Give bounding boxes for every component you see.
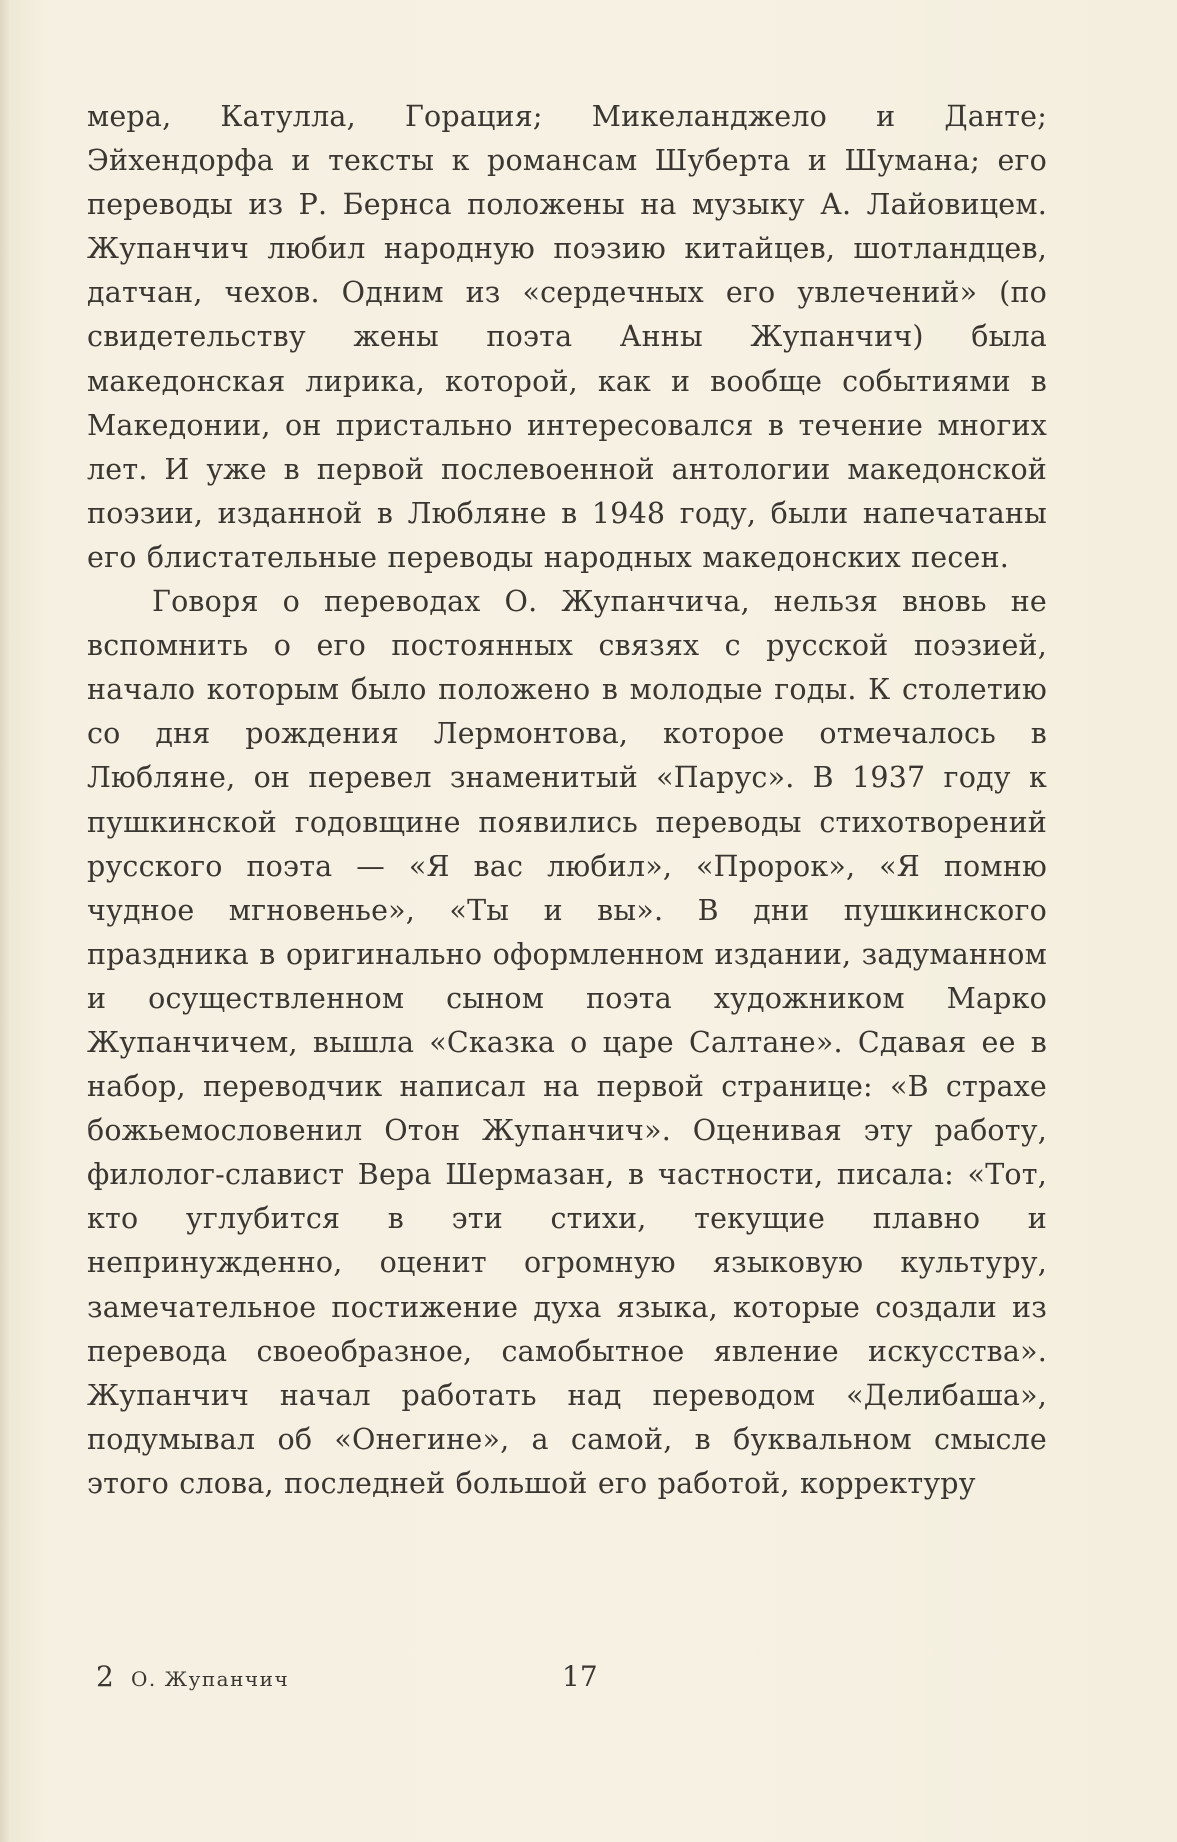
page-footer bbox=[0, 1656, 1177, 1706]
page-number: 17 bbox=[562, 1660, 598, 1693]
signature-number: 2 bbox=[96, 1660, 114, 1693]
page-spine-shadow bbox=[0, 0, 10, 1842]
paragraph-1: мера, Катулла, Горация; Микеланджело и Данте; Эйхендорфа и тексты к романсам Шуберта и Шумана; его переводы из Р. Бернса положены на музыку А. Лайовицем. Жупанчич любил народную поэзию китайцев, шотландцев, датчан, чехов. Одним из «сердечных его увлечений» (по свидетельству жены поэта Анны Жупанчич) была македонская лирика, которой, как и вообще событиями в Македонии, он пристально интересовался в течение многих лет. И уже в первой послевоенной антологии македонской поэзии, изданной в Любляне в 1948 году, были напечатаны его блистательные переводы народных македонских песен. bbox=[87, 100, 1047, 574]
signature-label: О. Жупанчич bbox=[131, 1667, 290, 1691]
paragraph-2: Говоря о переводах О. Жупанчича, нельзя вновь не вспомнить о его постоянных связях с русской поэзией, начало которым было положено в молодые годы. К столетию со дня рождения Лермонтова, которое отмечалось в Любляне, он перевел знаменитый «Парус». В 1937 году к пушкинской годовщине появились переводы стихотворений русского поэта — «Я вас любил», «Пророк», «Я помню чудное мгновенье», «Ты и вы». В дни пушкинского праздника в оригинально оформленном издании, задуманном и осуществленном сыном поэта художником Марко Жупанчичем, вышла «Сказка о царе Салтане». Сдавая ее в набор, переводчик написал на первой странице: «В страхе божьемословенил Отон Жупанчич». Оценивая эту работу, филолог-славист Вера Шермазан, в частности, писала: «Тот, кто углубится в эти стихи, текущие плавно и непринужденно, оценит огромную языковую культуру, замечательное постижение духа языка, которые создали из перевода своеобразное, самобытное явление искусства». Жупанчич начал работать над переводом «Делибаша», подумывал об «Онегине», а самой, в буквальном смысле этого слова, последней большой его работой, корректуру bbox=[87, 585, 1047, 1500]
body-text bbox=[87, 95, 1047, 1506]
